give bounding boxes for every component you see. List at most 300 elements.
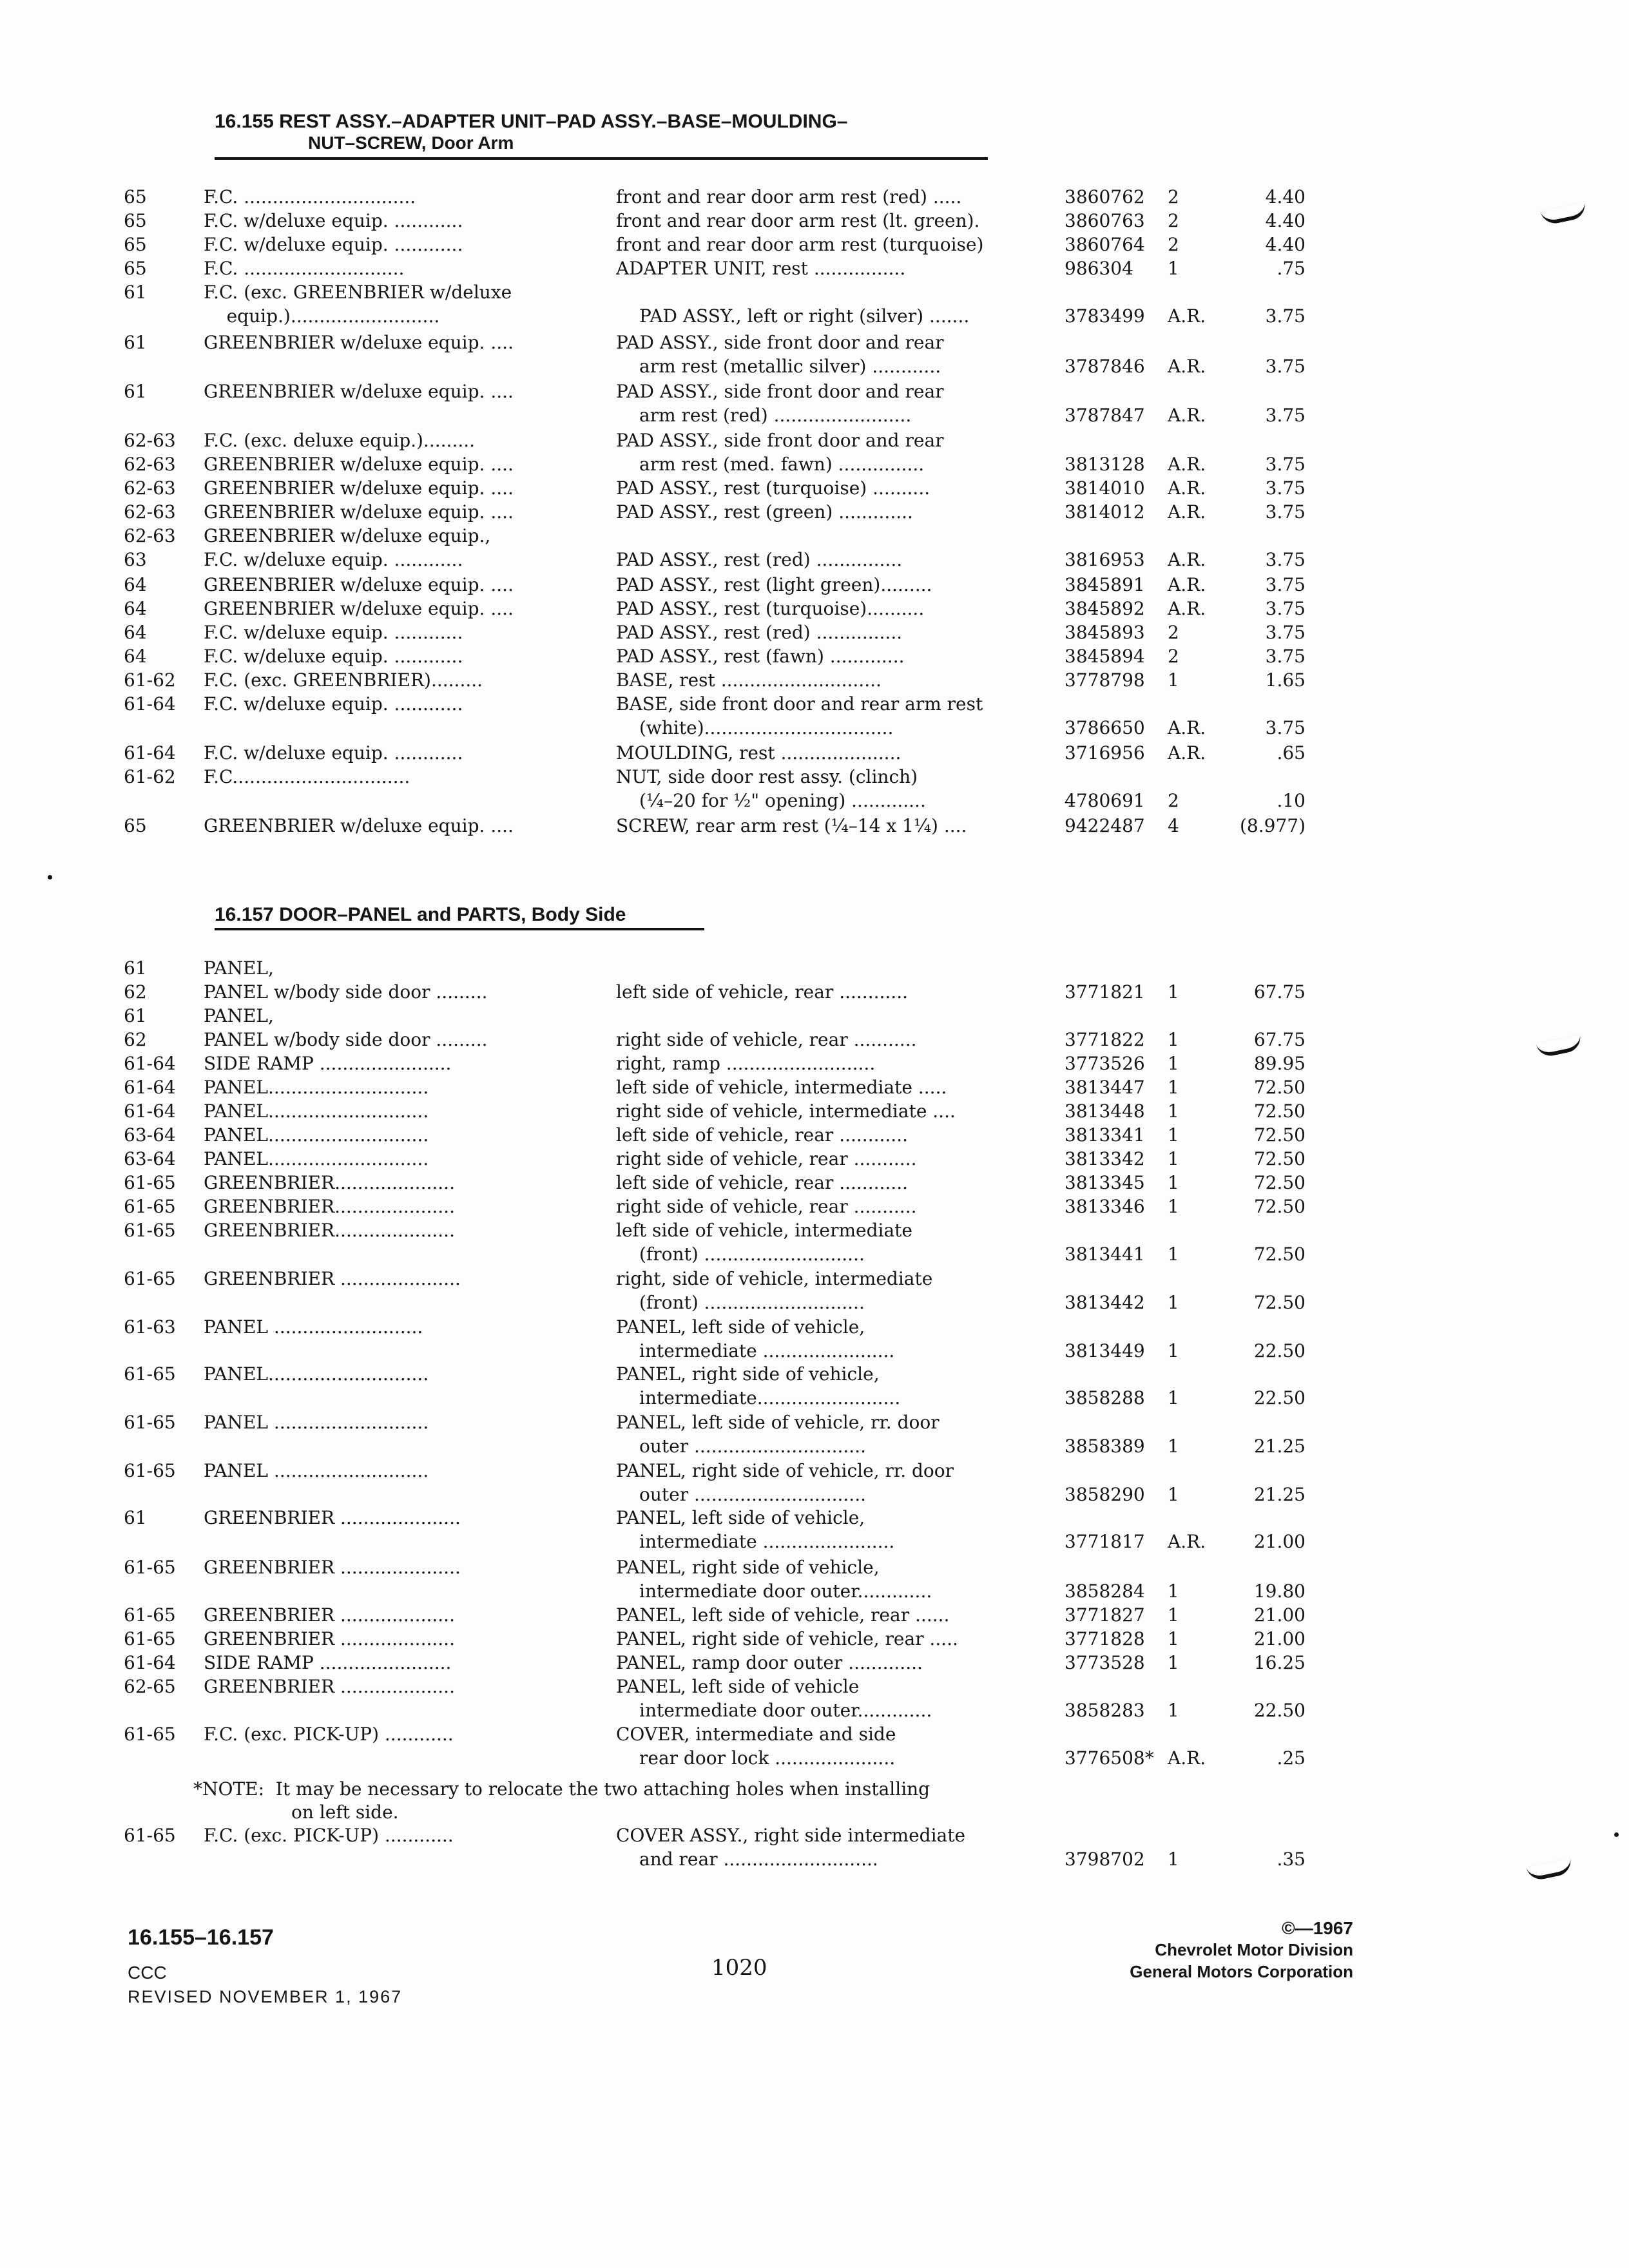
model-cell: GREENBRIER w/deluxe equip. .... — [204, 332, 514, 353]
description-cell: MOULDING, rest ..................... — [616, 742, 901, 764]
description-cell-continued: rear door lock ..................... — [639, 1747, 896, 1769]
year-cell: 61 — [124, 282, 147, 303]
model-cell: F.C. w/deluxe equip. ............ — [204, 693, 463, 715]
model-cell: GREENBRIER .................... — [204, 1604, 455, 1626]
price-cell: 22.50 — [1253, 1340, 1306, 1361]
section-16-155-title-line1: 16.155 REST ASSY.–ADAPTER UNIT–PAD ASSY.–BASE–MOULDING– — [215, 111, 848, 132]
page-number: 1020 — [711, 1955, 767, 1981]
quantity-cell: 1 — [1168, 1652, 1179, 1673]
description-cell: PANEL, left side of vehicle, rr. door — [616, 1412, 940, 1433]
year-cell: 61-64 — [124, 1077, 176, 1098]
model-cell: GREENBRIER..................... — [204, 1172, 455, 1193]
price-cell: 3.75 — [1265, 646, 1306, 667]
section-16-157-title: 16.157 DOOR–PANEL and PARTS, Body Side — [215, 904, 626, 925]
year-cell: 62-65 — [124, 1676, 176, 1697]
description-cell-continued: arm rest (med. fawn) ............... — [639, 454, 925, 475]
quantity-cell: 1 — [1168, 1436, 1179, 1457]
part-number-cell: 9422487 — [1065, 815, 1145, 836]
price-cell: 67.75 — [1253, 981, 1306, 1003]
price-cell: 21.25 — [1253, 1484, 1306, 1505]
description-cell-continued: (¼–20 for ½" opening) ............. — [639, 790, 926, 811]
quantity-cell: 1 — [1168, 669, 1179, 691]
scan-speck — [1614, 1832, 1619, 1837]
year-cell: 61-65 — [124, 1196, 176, 1217]
price-cell: (8.977) — [1239, 815, 1306, 836]
year-cell: 61-65 — [124, 1460, 176, 1481]
price-cell: 89.95 — [1253, 1053, 1306, 1074]
parts-row — [0, 280, 1629, 329]
model-cell: F.C. (exc. GREENBRIER)......... — [204, 669, 483, 691]
quantity-cell: A.R. — [1168, 501, 1206, 523]
quantity-cell: A.R. — [1168, 1747, 1206, 1769]
description-cell: PAD ASSY., rest (fawn) ............. — [616, 646, 905, 667]
parts-row — [0, 1315, 1629, 1364]
description-cell: front and rear door arm rest (turquoise) — [616, 234, 984, 255]
footer-corporation: General Motors Corporation — [1130, 1962, 1353, 1981]
description-cell: front and rear door arm rest (red) ..... — [616, 186, 962, 207]
quantity-cell: 1 — [1168, 1077, 1179, 1098]
year-cell: 61-64 — [124, 1053, 176, 1074]
price-cell: 3.75 — [1265, 501, 1306, 523]
parts-row — [0, 692, 1629, 741]
quantity-cell: 1 — [1168, 258, 1179, 279]
price-cell: .35 — [1277, 1849, 1306, 1870]
description-cell: SCREW, rear arm rest (¼–14 x 1¼) .... — [616, 815, 967, 836]
description-cell-continued: PAD ASSY., left or right (silver) ....... — [639, 305, 970, 327]
model-cell: PANEL ........................... — [204, 1412, 429, 1433]
year-cell: 61 — [124, 1507, 147, 1528]
description-cell: BASE, rest ............................ — [616, 669, 882, 691]
quantity-cell: A.R. — [1168, 717, 1206, 738]
parts-row — [0, 380, 1629, 428]
year-cell: 61 — [124, 957, 147, 979]
model-cell: F.C. w/deluxe equip. ............ — [204, 210, 463, 231]
quantity-cell: 1 — [1168, 1581, 1179, 1602]
model-cell: F.C. w/deluxe equip. ............ — [204, 646, 463, 667]
price-cell: 3.75 — [1265, 717, 1306, 738]
part-number-cell: 3858288 — [1065, 1387, 1145, 1408]
part-number-cell: 3787847 — [1065, 405, 1145, 426]
parts-row — [0, 1218, 1629, 1267]
price-cell: 72.50 — [1253, 1148, 1306, 1169]
description-cell: PAD ASSY., rest (turquoise).......... — [616, 598, 925, 619]
part-number-cell: 3845893 — [1065, 622, 1145, 643]
description-cell-continued: intermediate ....................... — [639, 1531, 895, 1552]
description-cell-continued: (front) ............................ — [639, 1244, 865, 1265]
quantity-cell: 1 — [1168, 1700, 1179, 1721]
description-cell: PANEL, left side of vehicle — [616, 1676, 860, 1697]
description-cell-continued: intermediate door outer............. — [639, 1700, 932, 1721]
description-cell: PAD ASSY., side front door and rear — [616, 430, 944, 451]
year-cell: 61-64 — [124, 742, 176, 764]
price-cell: 72.50 — [1253, 1100, 1306, 1122]
price-cell: 72.50 — [1253, 1196, 1306, 1217]
part-number-cell: 3716956 — [1065, 742, 1145, 764]
model-cell: SIDE RAMP ....................... — [204, 1053, 452, 1074]
year-cell: 64 — [124, 646, 147, 667]
part-number-cell: 3771828 — [1065, 1628, 1145, 1649]
price-cell: 72.50 — [1253, 1292, 1306, 1313]
part-number-cell: 3860763 — [1065, 210, 1145, 231]
model-cell: F.C. ............................ — [204, 258, 405, 279]
quantity-cell: 1 — [1168, 1604, 1179, 1626]
description-cell: PAD ASSY., rest (turquoise) .......... — [616, 477, 930, 499]
part-number-cell: 3845894 — [1065, 646, 1145, 667]
description-cell-continued: outer .............................. — [639, 1484, 867, 1505]
quantity-cell: 1 — [1168, 1849, 1179, 1870]
year-cell: 61-65 — [124, 1604, 176, 1626]
price-cell: 22.50 — [1253, 1387, 1306, 1408]
quantity-cell: A.R. — [1168, 305, 1206, 327]
price-cell: 21.25 — [1253, 1436, 1306, 1457]
description-cell: COVER, intermediate and side — [616, 1724, 896, 1745]
model-cell: F.C. w/deluxe equip. ............ — [204, 234, 463, 255]
model-cell: F.C. w/deluxe equip. ............ — [204, 622, 463, 643]
model-cell: F.C. w/deluxe equip. ............ — [204, 549, 463, 570]
description-cell: ADAPTER UNIT, rest ................ — [616, 258, 906, 279]
year-cell: 61-65 — [124, 1825, 176, 1846]
part-number-cell: 3860762 — [1065, 186, 1145, 207]
part-number-cell: 4780691 — [1065, 790, 1145, 811]
description-cell: PANEL, right side of vehicle, rear ..... — [616, 1628, 958, 1649]
part-number-cell: 3860764 — [1065, 234, 1145, 255]
description-cell: left side of vehicle, intermediate ..... — [616, 1077, 947, 1098]
quantity-cell: 1 — [1168, 1172, 1179, 1193]
quantity-cell: 1 — [1168, 1387, 1179, 1408]
description-cell: PAD ASSY., rest (light green)......... — [616, 574, 932, 595]
price-cell: 4.40 — [1265, 210, 1306, 231]
price-cell: .65 — [1277, 742, 1306, 764]
price-cell: 4.40 — [1265, 186, 1306, 207]
year-cell: 61-65 — [124, 1724, 176, 1745]
year-cell: 61-63 — [124, 1316, 176, 1338]
year-cell: 61-65 — [124, 1172, 176, 1193]
model-cell: F.C. w/deluxe equip. ............ — [204, 742, 463, 764]
description-cell: left side of vehicle, intermediate — [616, 1220, 912, 1241]
parts-row — [0, 1722, 1629, 1771]
description-cell: PAD ASSY., side front door and rear — [616, 332, 944, 353]
part-number-cell: 3798702 — [1065, 1849, 1145, 1870]
price-cell: 3.75 — [1265, 356, 1306, 377]
footnote-line-2: on left side. — [291, 1802, 399, 1823]
price-cell: 21.00 — [1253, 1531, 1306, 1552]
year-cell: 61-64 — [124, 693, 176, 715]
model-cell: F.C. (exc. deluxe equip.)......... — [204, 430, 476, 451]
quantity-cell: A.R. — [1168, 742, 1206, 764]
parts-row — [0, 1459, 1629, 1508]
year-cell: 65 — [124, 210, 147, 231]
year-cell: 61-64 — [124, 1652, 176, 1673]
year-cell: 62-63 — [124, 454, 176, 475]
description-cell: PANEL, right side of vehicle, rr. door — [616, 1460, 954, 1481]
quantity-cell: 2 — [1168, 186, 1179, 207]
quantity-cell: A.R. — [1168, 477, 1206, 499]
description-cell-continued: (front) ............................ — [639, 1292, 865, 1313]
quantity-cell: 2 — [1168, 622, 1179, 643]
part-number-cell: 3858290 — [1065, 1484, 1145, 1505]
part-number-cell: 3773528 — [1065, 1652, 1145, 1673]
part-number-cell: 3813128 — [1065, 454, 1145, 475]
quantity-cell: A.R. — [1168, 598, 1206, 619]
year-cell: 61-65 — [124, 1557, 176, 1578]
price-cell: 3.75 — [1265, 598, 1306, 619]
price-cell: 72.50 — [1253, 1124, 1306, 1146]
description-cell: PANEL, left side of vehicle, — [616, 1507, 865, 1528]
model-cell: GREENBRIER w/deluxe equip. .... — [204, 381, 514, 402]
description-cell: BASE, side front door and rear arm rest — [616, 693, 983, 715]
part-number-cell: 3783499 — [1065, 305, 1145, 327]
year-cell: 61-64 — [124, 1100, 176, 1122]
description-cell-continued: intermediate door outer............. — [639, 1581, 932, 1602]
parts-row — [0, 1823, 1629, 1872]
model-cell: GREENBRIER ..................... — [204, 1268, 461, 1289]
part-number-cell: 3813441 — [1065, 1244, 1145, 1265]
model-cell: GREENBRIER ..................... — [204, 1557, 461, 1578]
year-cell: 61-65 — [124, 1628, 176, 1649]
quantity-cell: 2 — [1168, 646, 1179, 667]
year-cell: 61-62 — [124, 766, 176, 787]
model-cell: PANEL............................ — [204, 1077, 429, 1098]
part-number-cell: 3813342 — [1065, 1148, 1145, 1169]
year-cell: 65 — [124, 234, 147, 255]
price-cell: .75 — [1277, 258, 1306, 279]
quantity-cell: 1 — [1168, 1029, 1179, 1050]
model-cell: PANEL, — [204, 1005, 274, 1026]
model-cell: GREENBRIER..................... — [204, 1220, 455, 1241]
model-cell: GREENBRIER w/deluxe equip. .... — [204, 477, 514, 499]
quantity-cell: 1 — [1168, 1628, 1179, 1649]
model-cell: GREENBRIER w/deluxe equip. .... — [204, 574, 514, 595]
quantity-cell: 1 — [1168, 1244, 1179, 1265]
parts-row — [0, 765, 1629, 814]
year-cell: 62-63 — [124, 430, 176, 451]
price-cell: 21.00 — [1253, 1628, 1306, 1649]
parts-row — [0, 814, 1629, 863]
year-cell: 62-63 — [124, 501, 176, 523]
price-cell: 3.75 — [1265, 477, 1306, 499]
part-number-cell: 3845891 — [1065, 574, 1145, 595]
price-cell: 4.40 — [1265, 234, 1306, 255]
description-cell: PAD ASSY., rest (red) ............... — [616, 549, 903, 570]
description-cell: right side of vehicle, rear ........... — [616, 1196, 917, 1217]
part-number-cell: 3813449 — [1065, 1340, 1145, 1361]
part-number-cell: 3778798 — [1065, 669, 1145, 691]
year-cell: 61-65 — [124, 1268, 176, 1289]
description-cell: right, side of vehicle, intermediate — [616, 1268, 933, 1289]
quantity-cell: 1 — [1168, 1340, 1179, 1361]
part-number-cell: 3786650 — [1065, 717, 1145, 738]
year-cell: 62 — [124, 981, 147, 1003]
price-cell: 3.75 — [1265, 622, 1306, 643]
model-cell: PANEL............................ — [204, 1100, 429, 1122]
description-cell: COVER ASSY., right side intermediate — [616, 1825, 966, 1846]
quantity-cell: A.R. — [1168, 1531, 1206, 1552]
part-number-cell: 3845892 — [1065, 598, 1145, 619]
description-cell-continued: arm rest (red) ........................ — [639, 405, 912, 426]
quantity-cell: A.R. — [1168, 405, 1206, 426]
price-cell: 3.75 — [1265, 549, 1306, 570]
model-cell: GREENBRIER ..................... — [204, 1507, 461, 1528]
year-cell: 62 — [124, 1029, 147, 1050]
model-cell: PANEL w/body side door ......... — [204, 981, 488, 1003]
model-cell: PANEL .......................... — [204, 1316, 423, 1338]
price-cell: 19.80 — [1253, 1581, 1306, 1602]
part-number-cell: 3771822 — [1065, 1029, 1145, 1050]
model-cell: F.C. .............................. — [204, 186, 416, 207]
description-cell-continued: (white)................................. — [639, 717, 894, 738]
year-cell: 65 — [124, 186, 147, 207]
quantity-cell: A.R. — [1168, 574, 1206, 595]
price-cell: 16.25 — [1253, 1652, 1306, 1673]
description-cell: NUT, side door rest assy. (clinch) — [616, 766, 918, 787]
footer-code: CCC — [128, 1963, 167, 1983]
scan-speck — [48, 875, 52, 879]
quantity-cell: 1 — [1168, 1148, 1179, 1169]
year-cell: 64 — [124, 622, 147, 643]
description-cell-continued: and rear ........................... — [639, 1849, 878, 1870]
part-number-cell: 3787846 — [1065, 356, 1145, 377]
section-16-155-title-rule — [215, 157, 988, 160]
price-cell: 3.75 — [1265, 305, 1306, 327]
part-number-cell: 3813346 — [1065, 1196, 1145, 1217]
year-cell: 62-63 — [124, 525, 176, 546]
part-number-cell: 3858389 — [1065, 1436, 1145, 1457]
price-cell: 72.50 — [1253, 1244, 1306, 1265]
model-cell: PANEL, — [204, 957, 274, 979]
parts-row — [0, 1362, 1629, 1411]
description-cell: PAD ASSY., rest (red) ............... — [616, 622, 903, 643]
model-cell: PANEL............................ — [204, 1363, 429, 1385]
section-16-157-title-rule — [215, 928, 704, 930]
description-cell: left side of vehicle, rear ............ — [616, 1172, 909, 1193]
section-16-155-title-line2: NUT–SCREW, Door Arm — [308, 133, 514, 153]
part-number-cell: 3813341 — [1065, 1124, 1145, 1146]
description-cell: PANEL, right side of vehicle, — [616, 1557, 880, 1578]
parts-row — [0, 1675, 1629, 1724]
price-cell: 3.75 — [1265, 405, 1306, 426]
footnote-line-1: *NOTE: It may be necessary to relocate the two attaching holes when installing — [193, 1778, 930, 1800]
part-number-cell: 986304 — [1065, 258, 1133, 279]
description-cell: PANEL, right side of vehicle, — [616, 1363, 880, 1385]
description-cell: PANEL, left side of vehicle, — [616, 1316, 865, 1338]
quantity-cell: 1 — [1168, 1292, 1179, 1313]
model-cell: PANEL............................ — [204, 1124, 429, 1146]
part-number-cell: 3816953 — [1065, 549, 1145, 570]
model-cell-continued: equip.).......................... — [204, 305, 440, 327]
model-cell: GREENBRIER w/deluxe equip. .... — [204, 454, 514, 475]
description-cell: right side of vehicle, rear ........... — [616, 1148, 917, 1169]
quantity-cell: 1 — [1168, 1053, 1179, 1074]
quantity-cell: 1 — [1168, 1196, 1179, 1217]
year-cell: 61-65 — [124, 1220, 176, 1241]
description-cell: PANEL, ramp door outer ............. — [616, 1652, 923, 1673]
parts-row — [0, 331, 1629, 380]
part-number-cell: 3773526 — [1065, 1053, 1145, 1074]
price-cell: .25 — [1277, 1747, 1306, 1769]
part-number-cell: 3813442 — [1065, 1292, 1145, 1313]
part-number-cell: 3858283 — [1065, 1700, 1145, 1721]
parts-row — [0, 1267, 1629, 1316]
footer-copyright: ©—1967 — [1282, 1918, 1353, 1938]
quantity-cell: 1 — [1168, 1100, 1179, 1122]
part-number-cell: 3813345 — [1065, 1172, 1145, 1193]
quantity-cell: 1 — [1168, 981, 1179, 1003]
price-cell: 21.00 — [1253, 1604, 1306, 1626]
year-cell: 64 — [124, 574, 147, 595]
parts-row — [0, 1555, 1629, 1604]
part-number-cell: 3813447 — [1065, 1077, 1145, 1098]
quantity-cell: A.R. — [1168, 454, 1206, 475]
description-cell: right side of vehicle, rear ........... — [616, 1029, 917, 1050]
year-cell: 61-65 — [124, 1412, 176, 1433]
part-number-cell: 3771817 — [1065, 1531, 1145, 1552]
part-number-cell: 3771827 — [1065, 1604, 1145, 1626]
description-cell: right side of vehicle, intermediate .... — [616, 1100, 956, 1122]
price-cell: .10 — [1277, 790, 1306, 811]
price-cell: 1.65 — [1265, 669, 1306, 691]
footer-section-ref: 16.155–16.157 — [128, 1925, 274, 1950]
parts-row — [0, 1506, 1629, 1555]
footer-revised: REVISED NOVEMBER 1, 1967 — [128, 1987, 403, 2006]
year-cell: 63-64 — [124, 1148, 176, 1169]
model-cell: F.C. (exc. GREENBRIER w/deluxe — [204, 282, 512, 303]
model-cell: F.C. (exc. PICK-UP) ............ — [204, 1724, 454, 1745]
description-cell: front and rear door arm rest (lt. green). — [616, 210, 980, 231]
description-cell: PANEL, left side of vehicle, rear ...... — [616, 1604, 950, 1626]
year-cell: 61 — [124, 381, 147, 402]
model-cell: PANEL ........................... — [204, 1460, 429, 1481]
parts-row — [0, 1410, 1629, 1459]
model-cell: PANEL............................ — [204, 1148, 429, 1169]
description-cell-continued: arm rest (metallic silver) ............ — [639, 356, 941, 377]
model-cell: GREENBRIER w/deluxe equip., — [204, 525, 491, 546]
description-cell: right, ramp .......................... — [616, 1053, 876, 1074]
quantity-cell: 2 — [1168, 234, 1179, 255]
part-number-cell: 3858284 — [1065, 1581, 1145, 1602]
quantity-cell: A.R. — [1168, 549, 1206, 570]
description-cell-continued: intermediate......................... — [639, 1387, 901, 1408]
year-cell: 63-64 — [124, 1124, 176, 1146]
description-cell-continued: outer .............................. — [639, 1436, 867, 1457]
description-cell-continued: intermediate ....................... — [639, 1340, 895, 1361]
model-cell: GREENBRIER w/deluxe equip. .... — [204, 501, 514, 523]
quantity-cell: 2 — [1168, 210, 1179, 231]
year-cell: 65 — [124, 258, 147, 279]
description-cell: PAD ASSY., side front door and rear — [616, 381, 944, 402]
model-cell: GREENBRIER .................... — [204, 1628, 455, 1649]
description-cell: PAD ASSY., rest (green) ............. — [616, 501, 913, 523]
price-cell: 22.50 — [1253, 1700, 1306, 1721]
part-number-cell: 3771821 — [1065, 981, 1145, 1003]
part-number-cell: 3776508* — [1065, 1747, 1154, 1769]
model-cell: GREENBRIER..................... — [204, 1196, 455, 1217]
model-cell: SIDE RAMP ....................... — [204, 1652, 452, 1673]
year-cell: 61-62 — [124, 669, 176, 691]
quantity-cell: A.R. — [1168, 356, 1206, 377]
model-cell: F.C. (exc. PICK-UP) ............ — [204, 1825, 454, 1846]
year-cell: 61 — [124, 1005, 147, 1026]
year-cell: 64 — [124, 598, 147, 619]
model-cell: F.C............................... — [204, 766, 410, 787]
part-number-cell: 3813448 — [1065, 1100, 1145, 1122]
quantity-cell: 1 — [1168, 1484, 1179, 1505]
description-cell: left side of vehicle, rear ............ — [616, 981, 909, 1003]
footer-division: Chevrolet Motor Division — [1155, 1940, 1353, 1959]
price-cell: 72.50 — [1253, 1077, 1306, 1098]
year-cell: 61-65 — [124, 1363, 176, 1385]
quantity-cell: 1 — [1168, 1124, 1179, 1146]
year-cell: 65 — [124, 815, 147, 836]
